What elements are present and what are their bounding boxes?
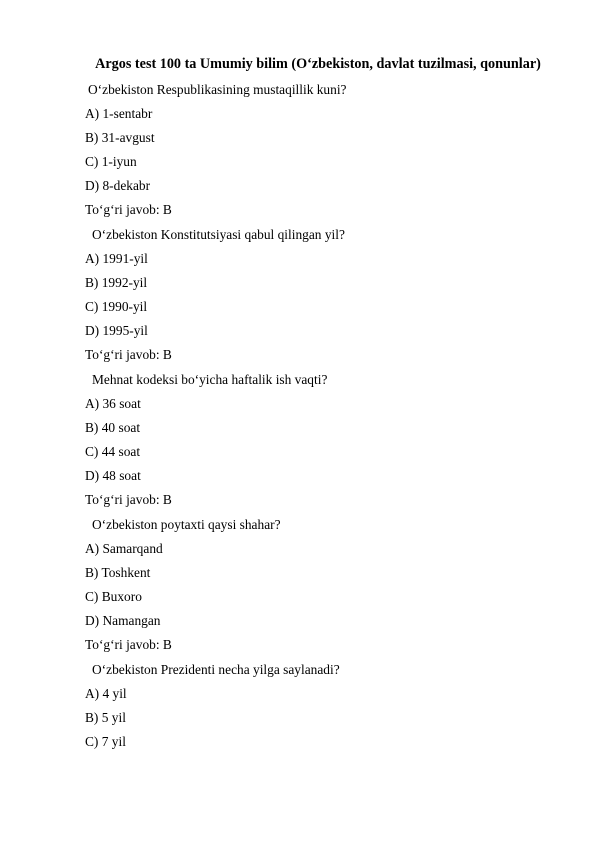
question-1-answer: To‘g‘ri javob: B <box>85 202 172 217</box>
question-5-option-c: C) 7 yil <box>85 734 126 749</box>
question-1-option-c: C) 1-iyun <box>85 154 137 169</box>
question-1-option-d: D) 8-dekabr <box>85 178 151 193</box>
question-2-answer: To‘g‘ri javob: B <box>85 347 172 362</box>
question-4-answer: To‘g‘ri javob: B <box>85 637 172 652</box>
question-4-option-c: C) Buxoro <box>85 589 142 604</box>
question-2-option-d: D) 1995-yil <box>85 323 148 338</box>
question-5-option-b: B) 5 yil <box>85 710 126 725</box>
question-3-option-b: B) 40 soat <box>85 420 141 435</box>
question-3-text: Mehnat kodeksi bo‘yicha haftalik ish vaqti? <box>92 372 328 387</box>
question-2-option-a: A) 1991-yil <box>85 251 148 266</box>
question-5-text: O‘zbekiston Prezidenti necha yilga saylanadi? <box>92 662 340 677</box>
question-4-text: O‘zbekiston poytaxti qaysi shahar? <box>92 517 281 532</box>
question-1-option-a: A) 1-sentabr <box>85 106 153 121</box>
question-3-answer: To‘g‘ri javob: B <box>85 492 172 507</box>
question-4-option-a: A) Samarqand <box>85 541 163 556</box>
question-2-option-c: C) 1990-yil <box>85 299 148 314</box>
question-3-option-a: A) 36 soat <box>85 396 141 411</box>
question-1-option-b: B) 31-avgust <box>85 130 155 145</box>
question-3-option-d: D) 48 soat <box>85 468 141 483</box>
question-2-text: O‘zbekiston Konstitutsiyasi qabul qilingan yil? <box>92 227 345 242</box>
question-2-option-b: B) 1992-yil <box>85 275 148 290</box>
question-4-option-b: B) Toshkent <box>85 565 151 580</box>
question-4-option-d: D) Namangan <box>85 613 161 628</box>
document-title: Argos test 100 ta Umumiy bilim (O‘zbekiston, davlat tuzilmasi, qonunlar) <box>95 56 541 72</box>
question-5-option-a: A) 4 yil <box>85 686 127 701</box>
question-3-option-c: C) 44 soat <box>85 444 141 459</box>
question-1-text: O‘zbekiston Respublikasining mustaqillik kuni? <box>88 82 347 97</box>
